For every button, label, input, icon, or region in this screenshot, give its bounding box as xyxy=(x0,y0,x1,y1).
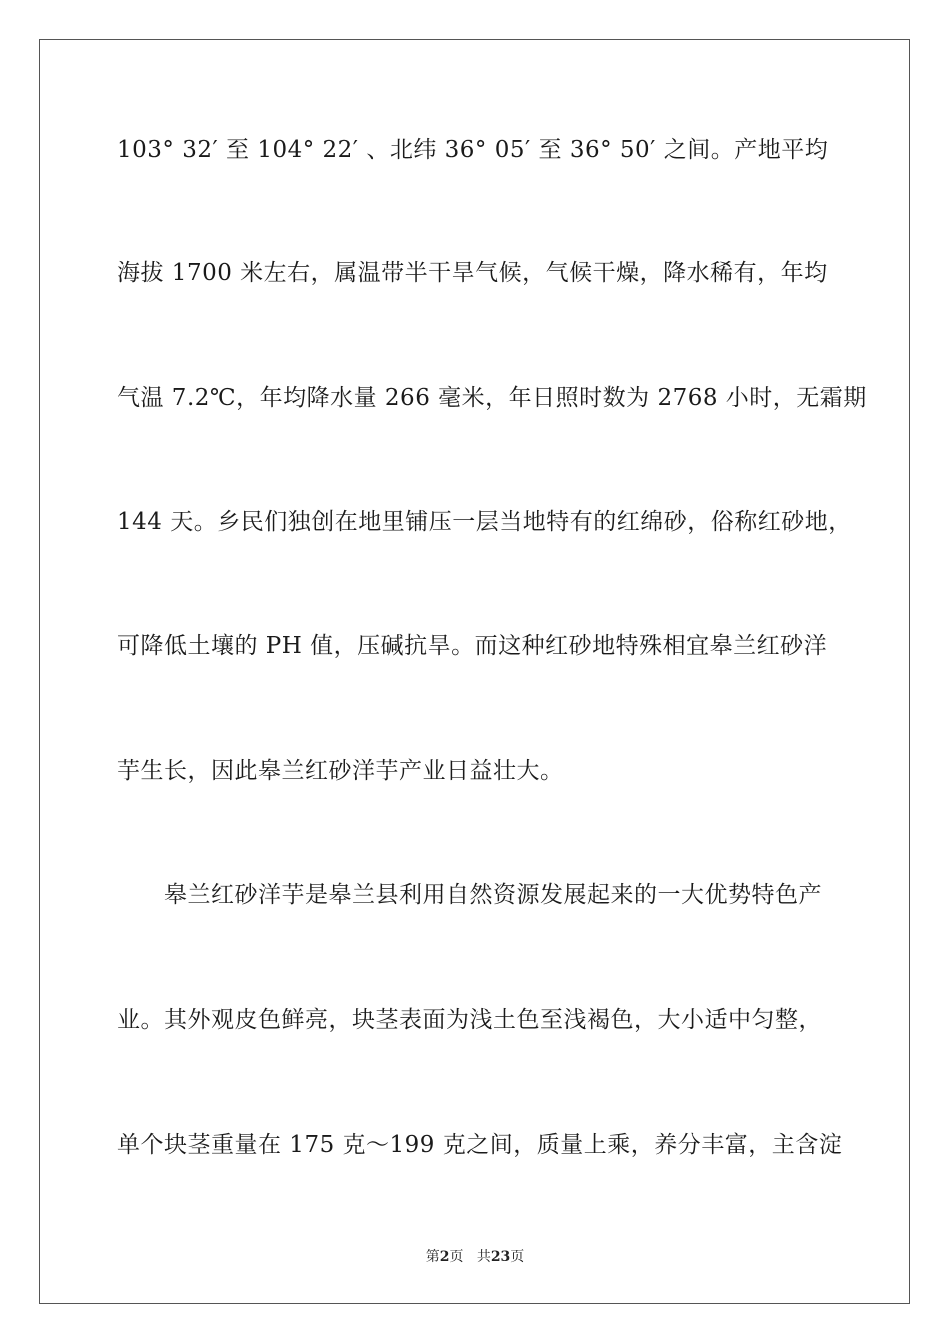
text-line-1: 103° 32′ 至 104° 22′ 、北纬 36° 05′ 至 36° 50′ 之间。产地平均 xyxy=(117,137,829,163)
text-line-3: 气温 7.2℃，年均降水量 266 毫米，年日照时数为 2768 小时，无霜期 xyxy=(117,385,867,411)
paragraph-2-line-2: 业。其外观皮色鲜亮，块茎表面为浅土色至浅褐色，大小适中匀整， xyxy=(117,1007,822,1033)
text-line-5: 可降低土壤的 PH 值，压碱抗旱。而这种红砂地特殊相宜皋兰红砂洋 xyxy=(117,633,828,659)
text-line-2: 海拔 1700 米左右，属温带半干旱气候，气候干燥，降水稀有，年均 xyxy=(117,260,828,286)
page-border xyxy=(39,39,910,1304)
text-line-4: 144 天。乡民们独创在地里铺压一层当地特有的红绵砂，俗称红砂地， xyxy=(117,509,852,535)
current-page-number: 2 xyxy=(439,1249,450,1265)
footer-total-suffix: 页 xyxy=(510,1249,525,1265)
total-pages-number: 23 xyxy=(490,1249,511,1265)
page-number-footer xyxy=(0,1248,950,1266)
footer-prefix: 第 xyxy=(425,1249,440,1265)
footer-page-suffix: 页 xyxy=(449,1249,464,1265)
paragraph-2-line-3: 单个块茎重量在 175 克～199 克之间，质量上乘，养分丰富，主含淀 xyxy=(117,1132,843,1158)
paragraph-2-line-1: 皋兰红砂洋芋是皋兰县利用自然资源发展起来的一大优势特色产 xyxy=(117,882,822,908)
text-line-6: 芋生长，因此皋兰红砂洋芋产业日益壮大。 xyxy=(117,758,564,784)
footer-total-prefix: 共 xyxy=(476,1249,491,1265)
